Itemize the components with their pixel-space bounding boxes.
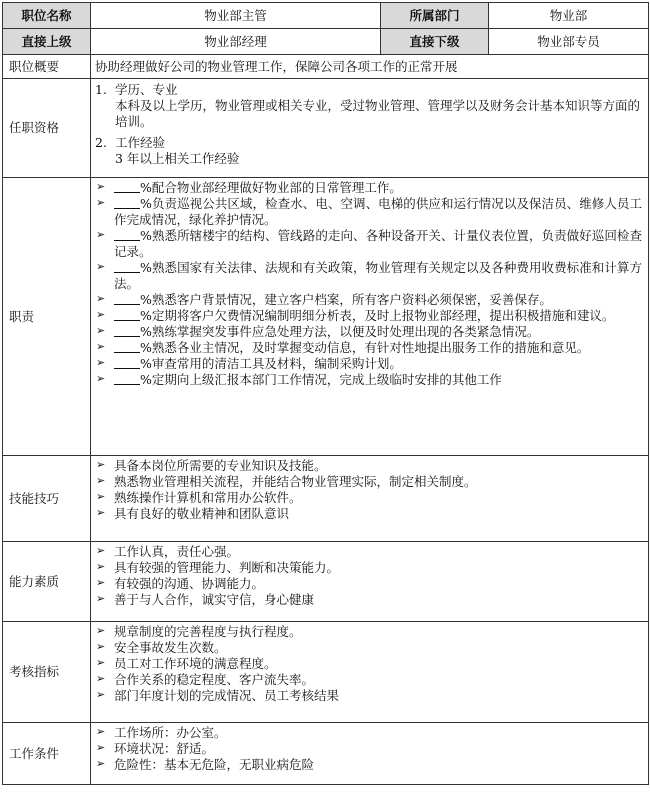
arrow-bullet-icon: ➢: [96, 560, 106, 573]
arrow-bullet-icon: ➢: [96, 180, 106, 193]
arrow-bullet-icon: ➢: [96, 458, 106, 471]
arrow-bullet-icon: ➢: [96, 544, 106, 557]
arrow-bullet-icon: ➢: [96, 672, 106, 685]
fill-blank: [114, 340, 140, 353]
kpi-text: 规章制度的完善程度与执行程度。: [114, 624, 302, 639]
arrow-bullet-icon: ➢: [96, 196, 106, 209]
duty-text: %定期将客户欠费情况编制明细分析表，及时上报物业部经理，提出积极措施和建议。: [140, 308, 615, 323]
arrow-bullet-icon: ➢: [96, 490, 106, 503]
department-label: 所属部门: [381, 3, 489, 29]
abilities-label: 能力素质: [3, 542, 91, 622]
arrow-bullet-icon: ➢: [96, 592, 106, 605]
arrow-bullet-icon: ➢: [96, 506, 106, 519]
qualification-body: 3 年以上相关工作经验: [115, 151, 240, 166]
skill-item: [95, 506, 642, 522]
qualification-number: 2.: [95, 135, 107, 150]
ability-text: 有较强的沟通、协调能力。: [114, 576, 265, 591]
duty-text: %熟练掌握突发事件应急处理方法，以便及时处理出现的各类紧急情况。: [140, 324, 540, 339]
skills-content: [91, 456, 649, 542]
arrow-bullet-icon: ➢: [96, 624, 106, 637]
qualification-item: [95, 82, 642, 98]
kpi-item: [95, 624, 642, 640]
abilities-list: [95, 544, 642, 608]
arrow-bullet-icon: ➢: [96, 308, 106, 321]
conditions-content: [91, 723, 649, 785]
kpi-text: 部门年度计划的完成情况、员工考核结果: [114, 688, 340, 703]
fill-blank: [114, 356, 140, 369]
subordinate-value: 物业部专员: [489, 29, 649, 55]
duty-item: [95, 356, 642, 372]
condition-text: 工作场所：办公室。: [114, 725, 227, 740]
skills-label: 技能技巧: [3, 456, 91, 542]
overview-text: 协助经理做好公司的物业管理工作，保障公司各项工作的正常开展: [91, 55, 649, 79]
duty-item: [95, 308, 642, 324]
arrow-bullet-icon: ➢: [96, 372, 106, 385]
duty-item: [95, 180, 642, 196]
fill-blank: [114, 180, 140, 193]
arrow-bullet-icon: ➢: [96, 725, 106, 738]
skill-text: 具有良好的敬业精神和团队意识: [114, 506, 290, 521]
kpi-text: 员工对工作环境的满意程度。: [114, 656, 277, 671]
duty-item: [95, 372, 642, 388]
condition-item: [95, 725, 642, 741]
arrow-bullet-icon: ➢: [96, 340, 106, 353]
duties-row: [3, 178, 649, 456]
duties-content: [91, 178, 649, 456]
header-row-reporting: [3, 29, 649, 55]
qualification-item: [95, 135, 642, 151]
duty-text: %审查常用的清洁工具及材料，编制采购计划。: [140, 356, 402, 371]
conditions-row: [3, 723, 649, 785]
fill-blank: [114, 292, 140, 305]
condition-text: 环境状况：舒适。: [114, 741, 215, 756]
qualification-title: 学历、专业: [115, 82, 178, 97]
skills-list: [95, 458, 642, 522]
arrow-bullet-icon: ➢: [96, 356, 106, 369]
fill-blank: [114, 228, 140, 241]
ability-item: [95, 576, 642, 592]
kpi-item: [95, 640, 642, 656]
position-name-label: 职位名称: [3, 3, 91, 29]
duties-list: [95, 180, 642, 388]
superior-label: 直接上级: [3, 29, 91, 55]
fill-blank: [114, 372, 140, 385]
header-row-position: [3, 3, 649, 29]
duty-text: %熟悉所辖楼宇的结构、管线路的走向、各种设备开关、计量仪表位置，负责做好巡回检查记录。: [114, 228, 642, 259]
arrow-bullet-icon: ➢: [96, 757, 106, 770]
kpis-list: [95, 624, 642, 704]
duty-item: [95, 260, 642, 292]
overview-label: 职位概要: [3, 55, 91, 79]
qualifications-label: 任职资格: [3, 79, 91, 178]
ability-text: 善于与人合作，诚实守信，身心健康: [114, 592, 315, 607]
department-value: 物业部: [489, 3, 649, 29]
abilities-content: [91, 542, 649, 622]
duty-item: [95, 228, 642, 260]
qualification-title: 工作经验: [115, 135, 166, 150]
arrow-bullet-icon: ➢: [96, 324, 106, 337]
qualification-body: 本科及以上学历，物业管理或相关专业，受过物业管理、管理学以及财务会计基本知识等方面的培训。: [115, 98, 641, 129]
kpi-text: 安全事故发生次数。: [114, 640, 227, 655]
arrow-bullet-icon: ➢: [96, 228, 106, 241]
superior-value: 物业部经理: [91, 29, 381, 55]
arrow-bullet-icon: ➢: [96, 656, 106, 669]
duty-item: [95, 324, 642, 340]
skill-text: 熟练操作计算机和常用办公软件。: [114, 490, 302, 505]
conditions-label: 工作条件: [3, 723, 91, 785]
fill-blank: [114, 196, 140, 209]
qualifications-content: [91, 79, 649, 178]
skill-item: [95, 490, 642, 506]
kpi-item: [95, 688, 642, 704]
arrow-bullet-icon: ➢: [96, 741, 106, 754]
duty-text: %熟悉客户背景情况，建立客户档案，所有客户资料必须保密，妥善保存。: [140, 292, 552, 307]
duty-text: %熟悉各业主情况，及时掌握变动信息，有针对性地提出服务工作的措施和意见。: [140, 340, 590, 355]
kpi-text: 合作关系的稳定程度、客户流失率。: [114, 672, 315, 687]
job-description-sheet: [2, 2, 648, 785]
kpis-content: [91, 622, 649, 723]
ability-text: 具有较强的管理能力、判断和决策能力。: [114, 560, 340, 575]
overview-row: [3, 55, 649, 79]
ability-item: [95, 544, 642, 560]
arrow-bullet-icon: ➢: [96, 474, 106, 487]
condition-item: [95, 741, 642, 757]
duty-item: [95, 340, 642, 356]
duty-text: %定期向上级汇报本部门工作情况，完成上级临时安排的其他工作: [140, 372, 502, 387]
ability-item: [95, 592, 642, 608]
arrow-bullet-icon: ➢: [96, 260, 106, 273]
job-description-table: [2, 2, 649, 785]
fill-blank: [114, 260, 140, 273]
skill-text: 熟悉物业管理相关流程，并能结合物业管理实际，制定相关制度。: [114, 474, 477, 489]
arrow-bullet-icon: ➢: [96, 688, 106, 701]
skill-item: [95, 474, 642, 490]
duty-item: [95, 292, 642, 308]
arrow-bullet-icon: ➢: [96, 576, 106, 589]
duty-item: [95, 196, 642, 228]
skill-text: 具备本岗位所需要的专业知识及技能。: [114, 458, 327, 473]
ability-item: [95, 560, 642, 576]
condition-item: [95, 757, 642, 773]
duty-text: %配合物业部经理做好物业部的日常管理工作。: [140, 180, 402, 195]
abilities-row: [3, 542, 649, 622]
arrow-bullet-icon: ➢: [96, 640, 106, 653]
fill-blank: [114, 308, 140, 321]
conditions-list: [95, 725, 642, 773]
ability-text: 工作认真，责任心强。: [114, 544, 240, 559]
qualification-number: 1.: [95, 82, 107, 97]
kpis-label: 考核指标: [3, 622, 91, 723]
duties-label: 职责: [3, 178, 91, 456]
duty-text: %负责巡视公共区域，检查水、电、空调、电梯的供应和运行情况以及保洁员、维修人员工作完成情况，绿化养护情况。: [114, 196, 642, 227]
fill-blank: [114, 324, 140, 337]
skill-item: [95, 458, 642, 474]
position-name-value: 物业部主管: [91, 3, 381, 29]
subordinate-label: 直接下级: [381, 29, 489, 55]
kpi-item: [95, 656, 642, 672]
duty-text: %熟悉国家有关法律、法规和有关政策，物业管理有关规定以及各种费用收费标准和计算方法。: [114, 260, 642, 291]
kpis-row: [3, 622, 649, 723]
kpi-item: [95, 672, 642, 688]
condition-text: 危险性：基本无危险，无职业病危险: [114, 757, 315, 772]
arrow-bullet-icon: ➢: [96, 292, 106, 305]
qualifications-row: [3, 79, 649, 178]
skills-row: [3, 456, 649, 542]
